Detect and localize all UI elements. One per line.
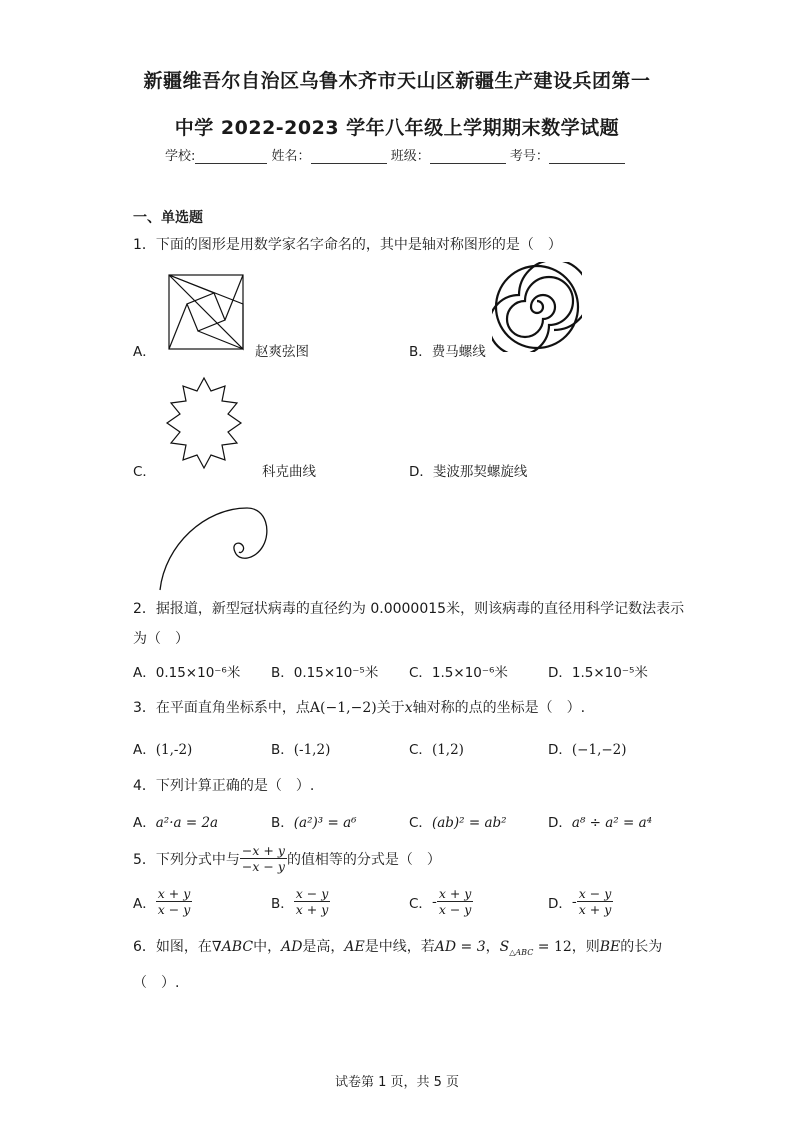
q3-stem-part: 轴对称的点的坐标是（ ）. [412,700,586,716]
q3-option-b-letter: B． [271,742,294,758]
zhao-shuang-figure [165,271,247,351]
q4-option-a-value: a²·a = 2a [155,815,219,831]
q4-option-b-value: (a²)³ = a⁶ [293,815,357,831]
q6-stem-part: 是高， [302,939,345,955]
q5-option-d-num: x − y [578,886,612,901]
q4-option-b-letter: B． [271,815,294,831]
class-label: 班级： [390,149,430,164]
q3-option-a[interactable] [133,738,192,758]
q5-stem [133,843,441,874]
q1-stem: 1．下面的图形是用数学家名字命名的，其中是轴对称图形的是（ ） [133,237,562,253]
q4-option-a[interactable] [133,811,218,831]
q5-option-c[interactable] [409,886,473,917]
q3-option-a-letter: A． [133,742,156,758]
section-heading: 一、单选题 [133,210,203,226]
q6-stem-part: ，则 [571,939,600,955]
id-label: 考号： [509,149,549,164]
q3-option-c-value: (1,2) [431,742,464,758]
q2-option-c[interactable]: C．1.5×10⁻⁶米 [409,665,508,681]
q5-option-c-sign: - [431,893,437,910]
q4-option-b[interactable] [271,811,357,831]
q5-fraction [240,843,287,874]
q5-option-d[interactable] [548,886,613,917]
title-line-1: 新疆维吾尔自治区乌鲁木齐市天山区新疆生产建设兵团第一 [143,70,651,92]
q1-option-b[interactable] [409,340,486,360]
q5-option-a-den: x − y [157,902,191,917]
q6-area-symbol: S [499,939,510,955]
q6-stem-part: 的长为 [620,939,663,955]
q5-option-b-num: x − y [295,886,329,901]
q4-option-a-letter: A． [133,815,156,831]
q4-option-c[interactable] [409,811,507,831]
q6-stem-part: 是中线，若 [364,939,435,955]
q5-stem-part: 5．下列分式中与 [133,851,240,868]
q3-point: A(−1,−2) [309,700,377,716]
q5-option-d-letter: D． [548,895,572,912]
q4-option-d-value: a⁸ ÷ a² = a⁴ [571,815,653,831]
q5-numerator: −x + y [241,843,285,858]
q5-option-c-num: x + y [438,886,472,901]
q3-option-d[interactable] [548,738,627,758]
q2-option-d[interactable]: D．1.5×10⁻⁵米 [548,665,648,681]
q3-option-a-value: (1,-2) [155,742,193,758]
q6-area-subscript: △ABC [509,947,534,957]
q3-axis: x [404,700,413,716]
q6-stem-part: 中， [253,939,282,955]
q6-triangle: ∇ABC [211,939,254,955]
q6-stem-part: 6．如图，在 [133,939,212,955]
info-line [165,145,625,164]
page-footer: 试卷第 1 页，共 5 页 [334,1075,460,1090]
class-field[interactable] [430,149,506,164]
title-line-2: 中学 2022-2023 学年八年级上学期期末数学试题 [174,117,620,139]
q5-option-b-letter: B． [271,895,294,912]
q2-stem-line-2: 为（ ） [133,631,189,647]
q5-option-d-fraction [577,886,614,917]
q4-option-c-value: (ab)² = ab² [431,815,507,831]
q6-stem-part: ， [485,939,500,955]
id-field[interactable] [549,149,625,164]
name-field[interactable] [311,149,387,164]
q2-option-a[interactable]: A．0.15×10⁻⁶米 [133,665,241,681]
q6-ad-value: AD = 3 [434,939,486,955]
q5-option-b[interactable] [271,886,330,917]
q3-option-d-value: (−1,−2) [571,742,627,758]
q4-option-c-letter: C． [409,815,432,831]
q6-stem-line-1 [133,936,662,957]
q4-stem: 4．下列计算正确的是（ ）. [133,778,315,794]
q3-stem-part: 3．在平面直角坐标系中，点 [133,700,310,716]
q5-option-a-fraction [156,886,193,917]
q5-option-c-fraction [437,886,474,917]
fermat-spiral-figure [492,262,582,352]
q1-option-d-letter: D． [409,464,433,480]
q5-option-a-letter: A． [133,895,156,912]
q3-option-b[interactable] [271,738,330,758]
fibonacci-spiral-figure [155,500,275,592]
q5-option-b-den: x + y [295,902,329,917]
q5-stem-part: 的值相等的分式是（ ） [286,851,441,868]
name-label: 姓名： [271,149,311,164]
school-field[interactable] [195,149,267,164]
q5-option-a[interactable] [133,886,192,917]
q4-option-d-letter: D． [548,815,572,831]
q3-option-b-value: (-1,2) [293,742,331,758]
q6-ae: AE [344,939,365,955]
q2-stem-line-1: 2．据报道，新型冠状病毒的直径约为 0.0000015米，则该病毒的直径用科学记数法表示 [133,601,685,617]
q6-stem-line-2: （ ）. [133,975,180,991]
koch-snowflake-figure [158,375,250,471]
q4-option-d[interactable] [548,811,652,831]
q5-denominator: −x − y [241,859,285,874]
q6-ad: AD [281,939,303,955]
q5-option-d-den: x + y [578,902,612,917]
q5-option-b-fraction [294,886,331,917]
q6-area-value: = 12 [533,939,572,955]
q3-option-c-letter: C． [409,742,432,758]
q5-option-a-num: x + y [157,886,191,901]
q1-option-c-caption: 科克曲线 [262,464,316,480]
q5-option-d-sign: - [571,893,577,910]
q3-option-d-letter: D． [548,742,572,758]
q3-option-c[interactable] [409,738,464,758]
q1-option-b-caption: 费马螺线 [431,344,486,360]
q3-stem-part: 关于 [376,700,405,716]
q1-option-c-letter[interactable]: C． [133,464,156,480]
q1-option-d[interactable] [409,460,527,480]
school-label: 学校: [165,149,196,164]
q5-option-c-letter: C． [409,895,432,912]
q6-be: BE [599,939,621,955]
q1-option-a-caption: 赵爽弦图 [255,344,309,360]
q1-option-b-letter: B． [409,344,432,360]
q1-option-d-caption: 斐波那契螺旋线 [432,464,528,480]
q5-option-c-den: x − y [438,902,472,917]
q1-option-a-letter[interactable]: A． [133,344,156,360]
q2-option-b[interactable]: B．0.15×10⁻⁵米 [271,665,379,681]
q3-stem [133,697,585,717]
